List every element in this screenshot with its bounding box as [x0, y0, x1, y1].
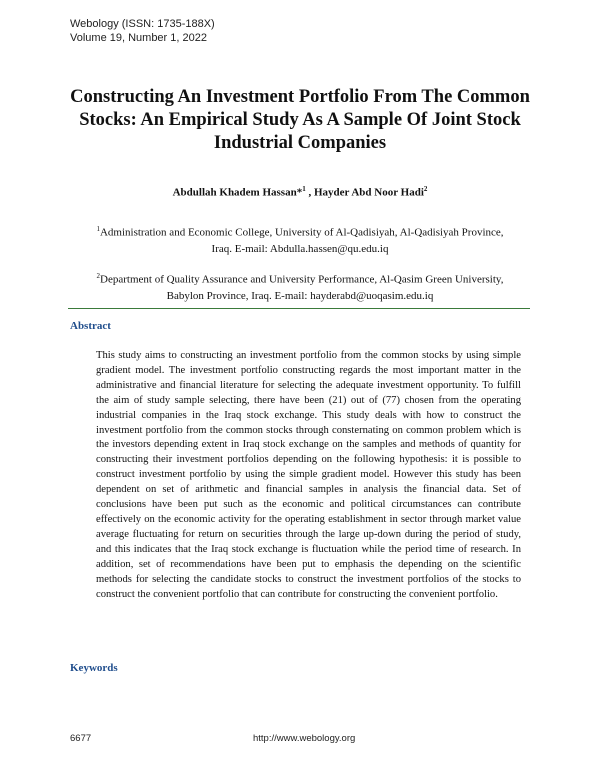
affiliation-1	[60, 221, 540, 257]
author-2-name: Hayder Abd Noor Hadi	[313, 186, 424, 199]
affiliation-2-line1: Department of Quality Assurance and University Performance, Al-Qasim Green University,	[100, 273, 504, 286]
affiliation-1-line1: Administration and Economic College, University of Al-Qadisiyah, Al-Qadisiyah Province,	[99, 226, 504, 239]
journal-header	[70, 17, 215, 45]
page-number: 6677	[70, 733, 92, 744]
abstract-heading: Abstract	[70, 320, 111, 332]
author-1-affiliation-mark: 1	[302, 185, 306, 193]
journal-url[interactable]: http://www.webology.org	[253, 733, 356, 744]
abstract-body: This study aims to constructing an investment portfolio from the common stocks by using simple gradient model. The investment portfolio constructing regards the most important matter in the administrative and financial literature for selecting the adequate investment opportunity. To fulfill the aim of study sample selecting, there have been (21) out of (77) chosen from the operating industrial companies in the Iraq stock exchange. This study deals with how to construct the investment portfolio from the common stocks through consternating on common problem which is the investors depending extent in Iraq stock exchange on the samples and methods of quantity for constructing their investment portfolios depending on the following hypothesis: it is possible to construct investment portfolio by using the simple gradient model. However this study has been dependent on set of arithmetic and financial samples in analysis the financial data. Set of conclusions have been put such as the economic and political circumstances can contribute effectively on the economic activity for the operating establishment in sector through market value average fluctuating for return on securities through the large up-down during the period of study, and this indicates that the Iraq stock exchange is fluctuation while the period time of research. In addition, set of recommendations have been put to emphasis the depending on the scientific methods for selecting the candidate stocks to construct the investment portfolios of the stocks to construct the convenient portfolio that can contribute for constructing the convenient portfolio.	[96, 350, 521, 600]
title-line: Constructing An Investment Portfolio From The Common	[70, 87, 530, 107]
affiliation-2	[60, 268, 540, 304]
title-line: Stocks: An Empirical Study As A Sample Of Joint Stock	[79, 110, 521, 130]
author-2-affiliation-mark: 2	[423, 185, 428, 193]
affiliation-1-mark: 1	[96, 225, 100, 233]
affiliation-2-line2: Babylon Province, Iraq. E-mail: hayderabd@uoqasim.edu.iq	[166, 289, 434, 302]
author-separator: ,	[305, 186, 314, 199]
author-1-name: Abdullah Khadem Hassan*	[172, 186, 303, 199]
affiliation-1-line2: Iraq. E-mail: Abdulla.hassen@qu.edu.iq	[211, 242, 389, 255]
paper-title	[60, 86, 540, 155]
journal-volume: Volume 19, Number 1, 2022	[70, 32, 207, 44]
keywords-heading: Keywords	[70, 662, 118, 674]
title-line: Industrial Companies	[213, 133, 387, 153]
journal-issn: Webology (ISSN: 1735-188X)	[70, 18, 215, 30]
section-divider	[68, 308, 530, 309]
affiliation-2-mark: 2	[96, 272, 101, 280]
author-list	[0, 185, 600, 199]
